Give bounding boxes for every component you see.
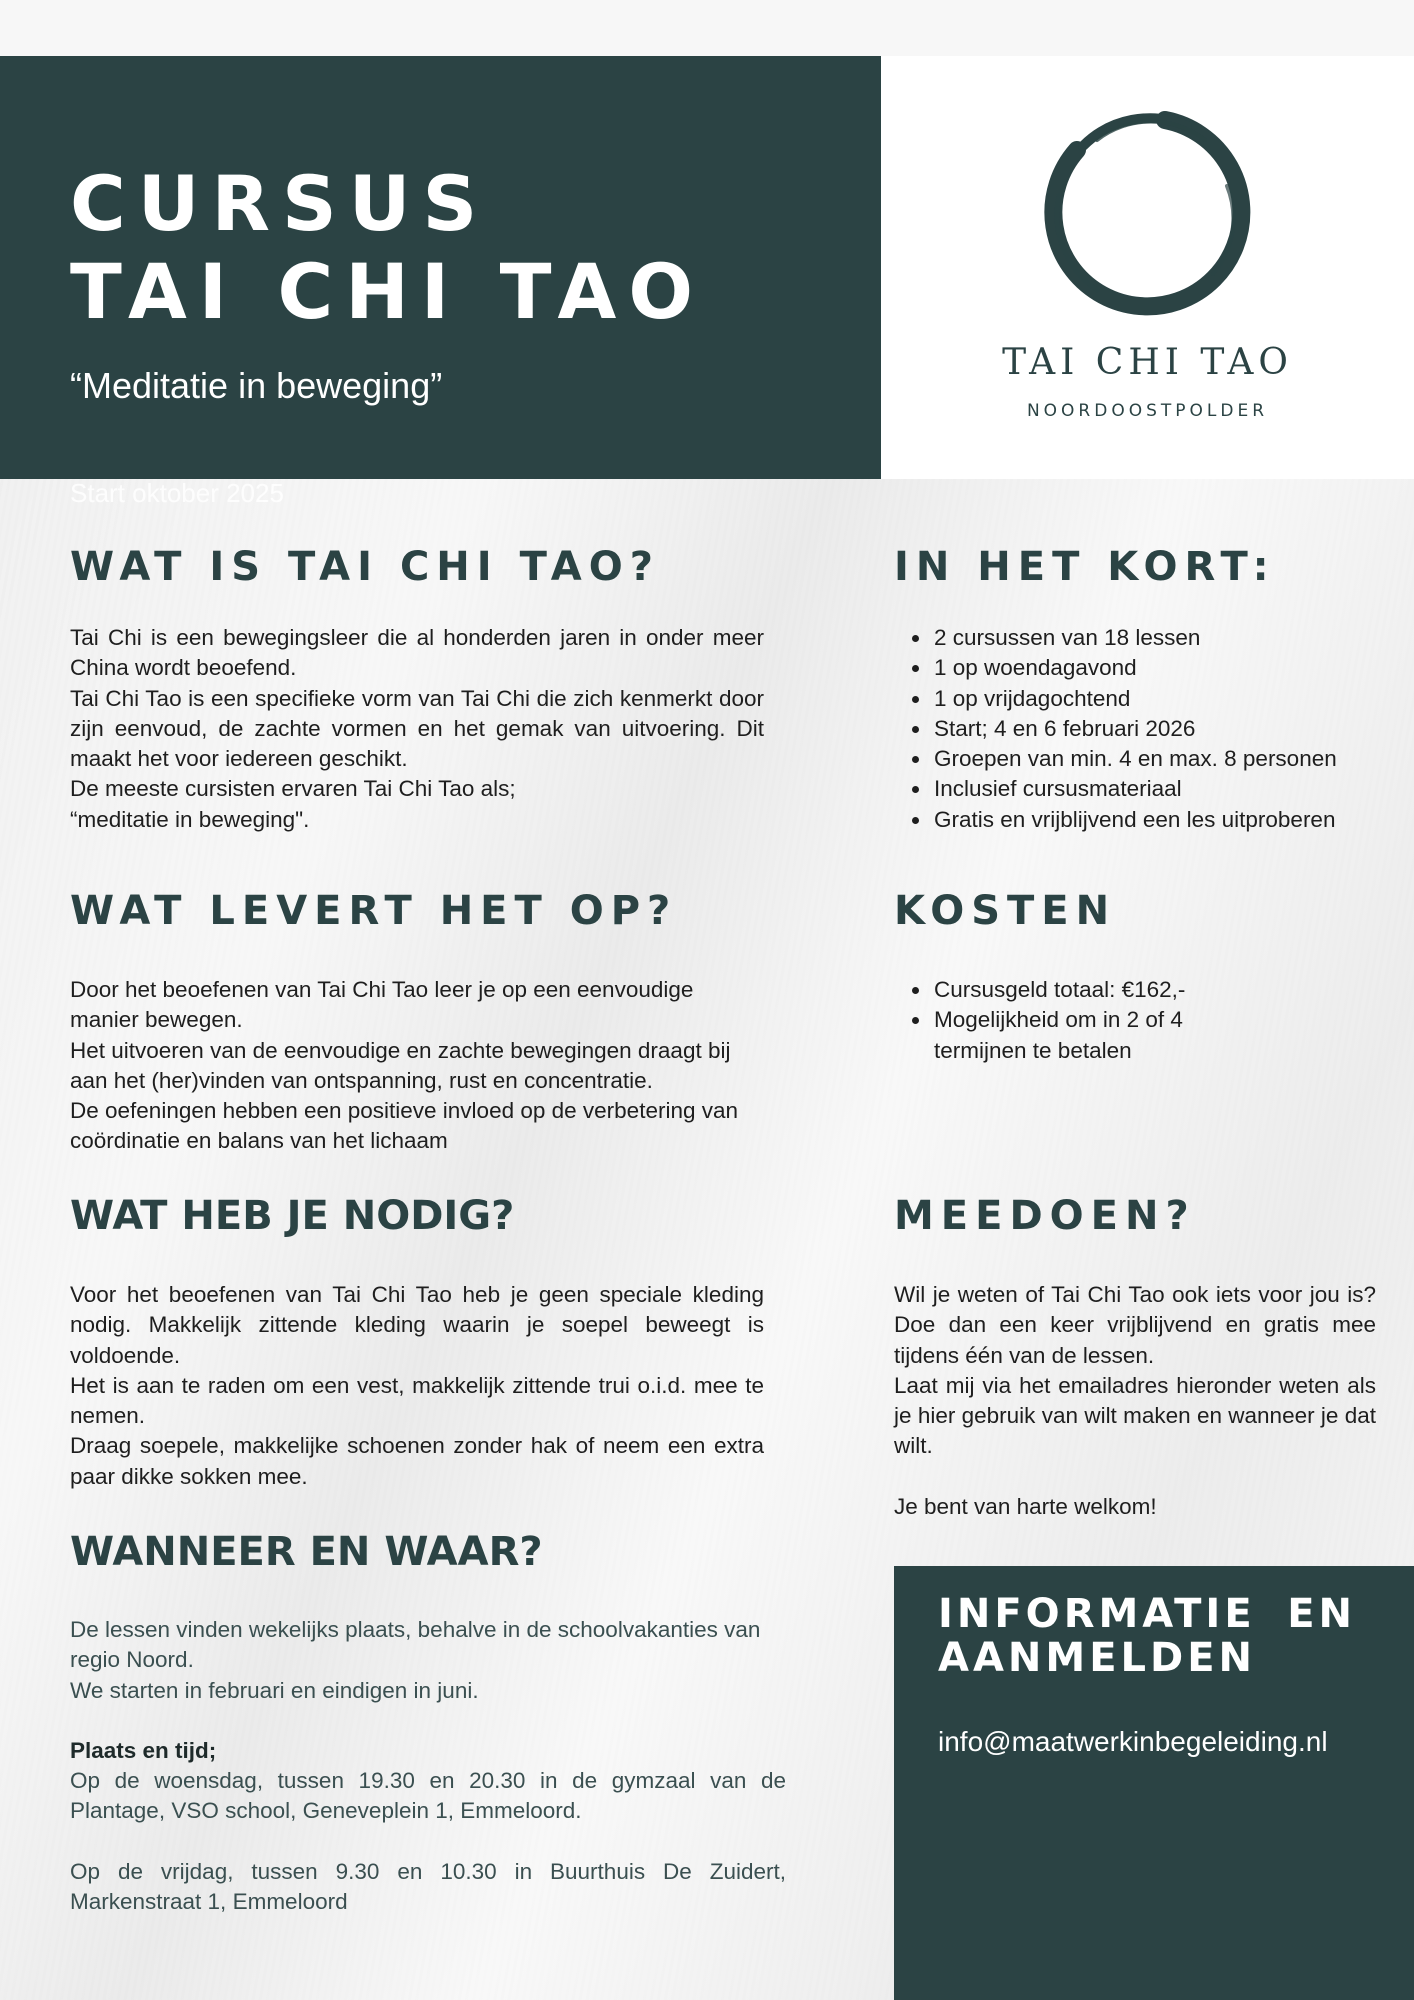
paragraph: Het is aan te raden om een vest, makkelijk zittende trui o.i.d. mee te nemen.	[70, 1372, 764, 1429]
heading-wanneer: WANNEER EN WAAR?	[70, 1529, 543, 1575]
info-heading-line-2: AANMELDEN	[938, 1635, 1257, 1681]
list-item: • 2 cursussen van 18 lessen	[932, 623, 1414, 653]
heading-wat-levert: WAT LEVERT HET OP?	[70, 888, 678, 934]
place-label: Plaats en tijd;	[70, 1737, 217, 1763]
paragraph: Het uitvoeren van de eenvoudige en zachte bewegingen draagt bij aan het (her)vinden van ontspanning, rust en concentratie.	[70, 1037, 731, 1093]
text-wat-is	[70, 623, 764, 835]
paragraph: We starten in februari en eindigen in juni.	[70, 1677, 479, 1703]
logo-panel	[881, 56, 1414, 479]
hero-subtitle: “Meditatie in beweging”	[70, 365, 443, 406]
heading-wat-is: WAT IS TAI CHI TAO?	[70, 544, 660, 590]
list-item: • Inclusief cursusmateriaal	[932, 774, 1414, 804]
heading-kosten: KOSTEN	[894, 888, 1117, 934]
paragraph: Op de vrijdag, tussen 9.30 en 10.30 in Buurthuis De Zuidert, Markenstraat 1, Emmeloord	[70, 1858, 786, 1915]
paragraph: De oefeningen hebben een positieve invloed op de verbetering van coördinatie en balans van het lichaam	[70, 1098, 739, 1154]
logo-name: TAI CHI TAO	[1002, 342, 1293, 383]
logo-region: NOORDOOSTPOLDER	[1026, 401, 1269, 421]
paragraph: Laat mij via het emailadres hieronder weten als je hier gebruik van wilt maken en wanneer je dat wilt.	[894, 1372, 1376, 1459]
text-nodig	[70, 1280, 764, 1492]
paragraph: Door het beoefenen van Tai Chi Tao leer je op een eenvoudige manier bewegen.	[70, 977, 694, 1033]
page-title	[70, 160, 705, 336]
title-line-1: CURSUS	[70, 159, 490, 248]
list-item: • Mogelijkheid om in 2 of 4 termijnen te betalen	[932, 1005, 1232, 1066]
email-link[interactable]: info@maatwerkinbegeleiding.nl	[938, 1726, 1328, 1757]
list-item: • 1 op woendagavond	[932, 653, 1414, 683]
info-heading-word: EN	[1287, 1591, 1356, 1637]
paragraph: Op de woensdag, tussen 19.30 en 20.30 in de gymzaal van de Plantage, VSO school, Geneveplein 1, Emmeloord.	[70, 1768, 786, 1824]
costs-list	[894, 975, 1232, 1066]
paragraph: De meeste cursisten ervaren Tai Chi Tao als;	[70, 776, 516, 802]
title-line-2: TAI CHI TAO	[70, 247, 705, 336]
heading-in-het-kort: IN HET KORT:	[894, 544, 1276, 590]
text-meedoen	[894, 1280, 1376, 1522]
info-heading	[938, 1592, 1356, 1680]
list-item: • Cursusgeld totaal: €162,-	[932, 975, 1232, 1005]
enso-circle-icon	[1037, 106, 1253, 322]
paragraph: Voor het beoefenen van Tai Chi Tao heb je geen speciale kleding nodig. Makkelijk zittende kleding waarin je soepel beweegt is voldoende.	[70, 1282, 764, 1368]
paragraph: Tai Chi is een bewegingsleer die al honderden jaren in onder meer China wordt beoefend.	[70, 625, 764, 681]
list-item: • 1 op vrijdagochtend	[932, 684, 1414, 714]
text-wanneer	[70, 1615, 786, 1917]
paragraph: De lessen vinden wekelijks plaats, behalve in de schoolvakanties van regio Noord.	[70, 1617, 761, 1673]
list-item: • Start; 4 en 6 februari 2026	[932, 714, 1414, 744]
paragraph: Tai Chi Tao is een specifieke vorm van Tai Chi die zich kenmerkt door zijn eenvoud, de zachte vormen en het gemak van uitvoering. Dit maakt het voor iedereen geschikt.	[70, 685, 764, 772]
list-item: • Gratis en vrijblijvend een les uitproberen	[932, 805, 1414, 835]
paragraph: Wil je weten of Tai Chi Tao ook iets voor jou is? Doe dan een keer vrijblijvend en gratis mee tijdens één van de lessen.	[894, 1282, 1376, 1368]
paragraph: “meditatie in beweging".	[70, 806, 310, 832]
paragraph: Draag soepele, makkelijke schoenen zonder hak of neem een extra paar dikke sokken mee.	[70, 1433, 764, 1489]
list-item: • Groepen van min. 4 en max. 8 personen	[932, 744, 1414, 774]
info-heading-word: INFORMATIE	[938, 1591, 1256, 1637]
heading-nodig: WAT HEB JE NODIG?	[70, 1193, 515, 1239]
top-band	[0, 0, 1414, 56]
heading-meedoen: MEEDOEN?	[894, 1193, 1196, 1239]
info-panel	[894, 1566, 1414, 2000]
summary-list	[894, 623, 1414, 835]
closing-text: Je bent van harte welkom!	[894, 1493, 1157, 1519]
text-wat-levert	[70, 975, 764, 1157]
start-date-text: Start oktober 2025	[70, 478, 284, 508]
